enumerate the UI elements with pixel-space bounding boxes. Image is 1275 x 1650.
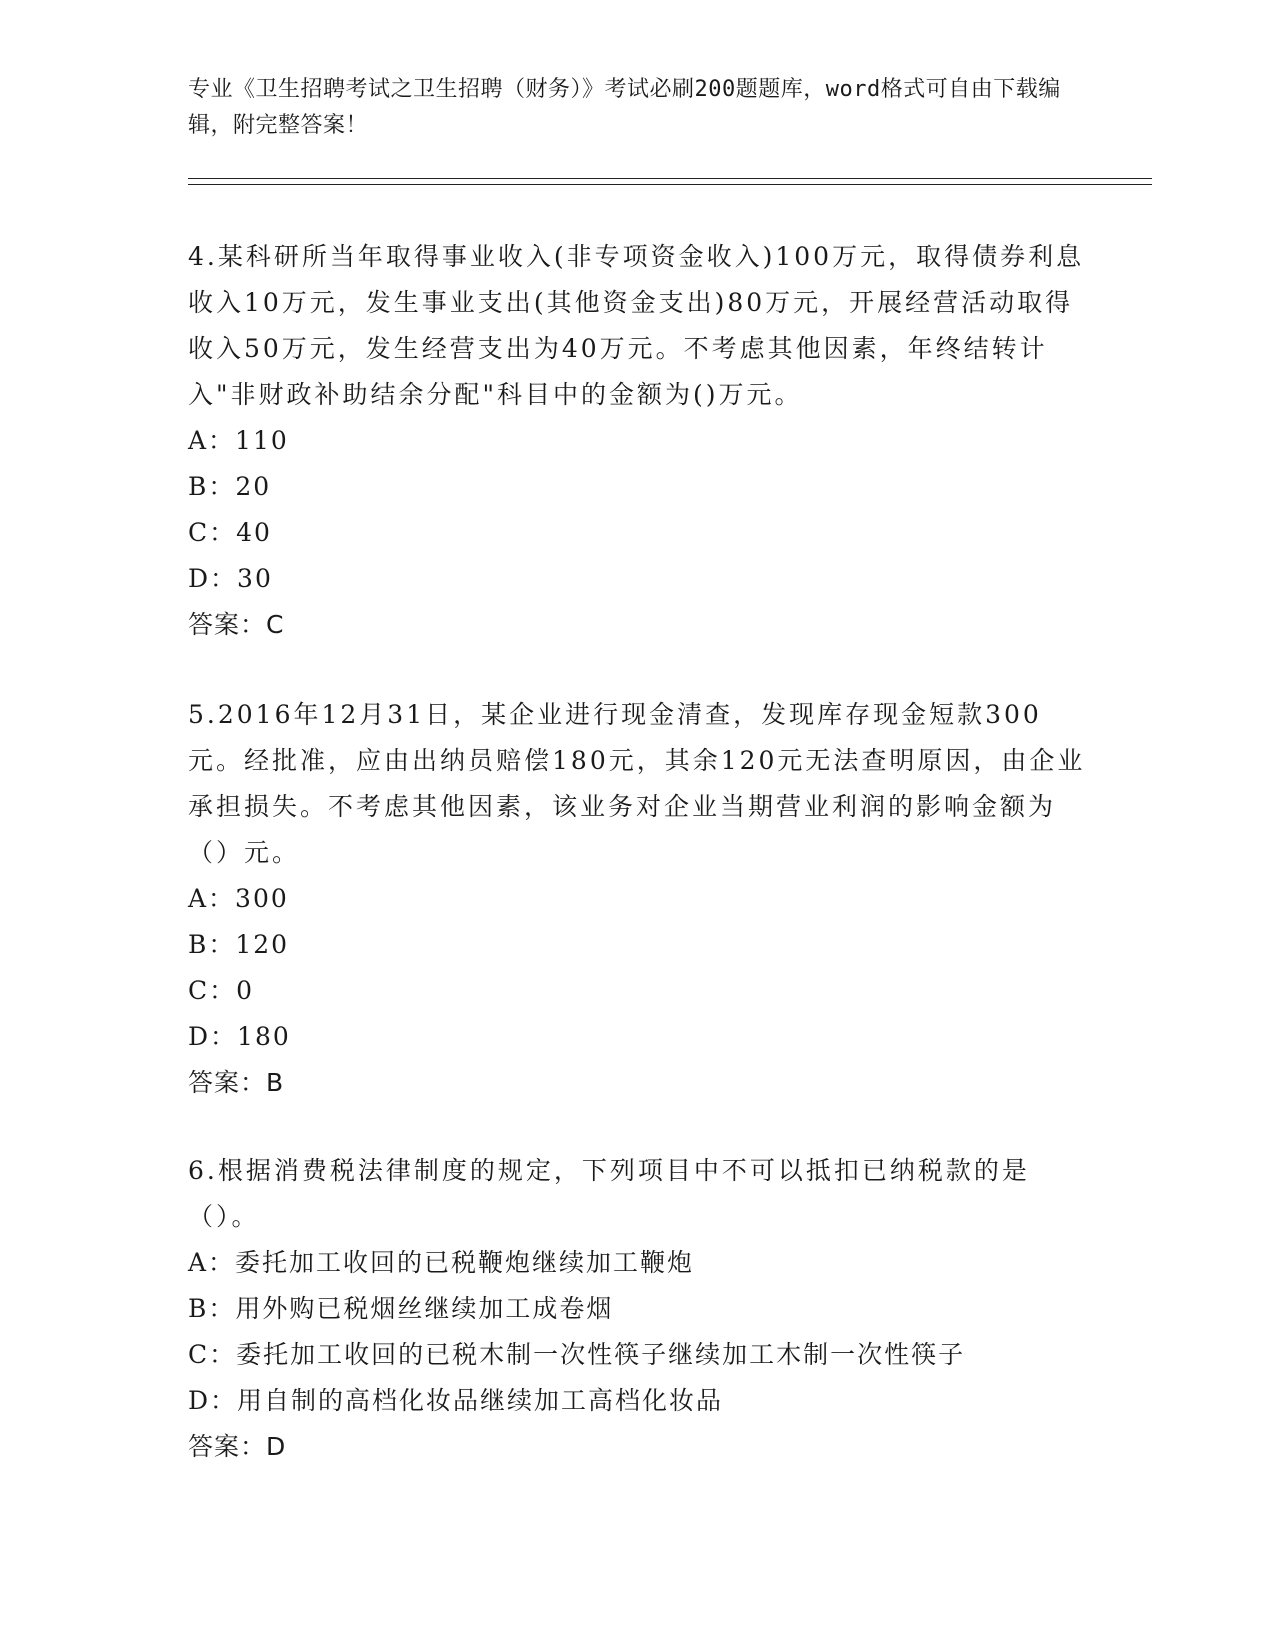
question-stem: 6.根据消费税法律制度的规定，下列项目中不可以抵扣已纳税款的是（）。 xyxy=(188,1156,1030,1231)
option-d: D：用自制的高档化妆品继续加工高档化妆品 xyxy=(188,1386,724,1415)
option-c: C：委托加工收回的已税木制一次性筷子继续加工木制一次性筷子 xyxy=(188,1340,966,1369)
option-a: A：300 xyxy=(188,884,289,913)
document-header: 专业《卫生招聘考试之卫生招聘（财务）》考试必刷200题题库，word格式可自由下载编辑，附完整答案！ xyxy=(188,77,1061,138)
answer-line: 答案：B xyxy=(188,1068,285,1097)
option-b: B：用外购已税烟丝继续加工成卷烟 xyxy=(188,1294,614,1323)
header-rule-top xyxy=(188,178,1152,179)
option-d: D：30 xyxy=(188,564,273,593)
question-stem: 5.2016年12月31日，某企业进行现金清查，发现库存现金短款300元。经批准，应由出纳员赔偿180元，其余120元无法查明原因，由企业承担损失。不考虑其他因素，该业务对企业当期营业利润的影响金额为（）元。 xyxy=(188,700,1086,867)
question-4 xyxy=(188,234,1088,648)
header-rule-bottom xyxy=(188,184,1152,185)
question-stem: 4.某科研所当年取得事业收入(非专项资金收入)100万元，取得债券利息收入10万元，发生事业支出(其他资金支出)80万元，开展经营活动取得收入50万元，发生经营支出为40万元。不考虑其他因素，年终结转计入"非财政补助结余分配"科目中的金额为()万元。 xyxy=(188,242,1085,409)
option-a: A：委托加工收回的已税鞭炮继续加工鞭炮 xyxy=(188,1248,695,1277)
option-b: B：120 xyxy=(188,930,290,959)
option-d: D：180 xyxy=(188,1022,291,1051)
option-c: C：0 xyxy=(188,976,255,1005)
question-6 xyxy=(188,1148,1088,1470)
option-c: C：40 xyxy=(188,518,272,547)
option-b: B：20 xyxy=(188,472,272,501)
answer-line: 答案：D xyxy=(188,1432,287,1461)
option-a: A：110 xyxy=(188,426,289,455)
question-5 xyxy=(188,692,1088,1106)
answer-line: 答案：C xyxy=(188,610,285,639)
